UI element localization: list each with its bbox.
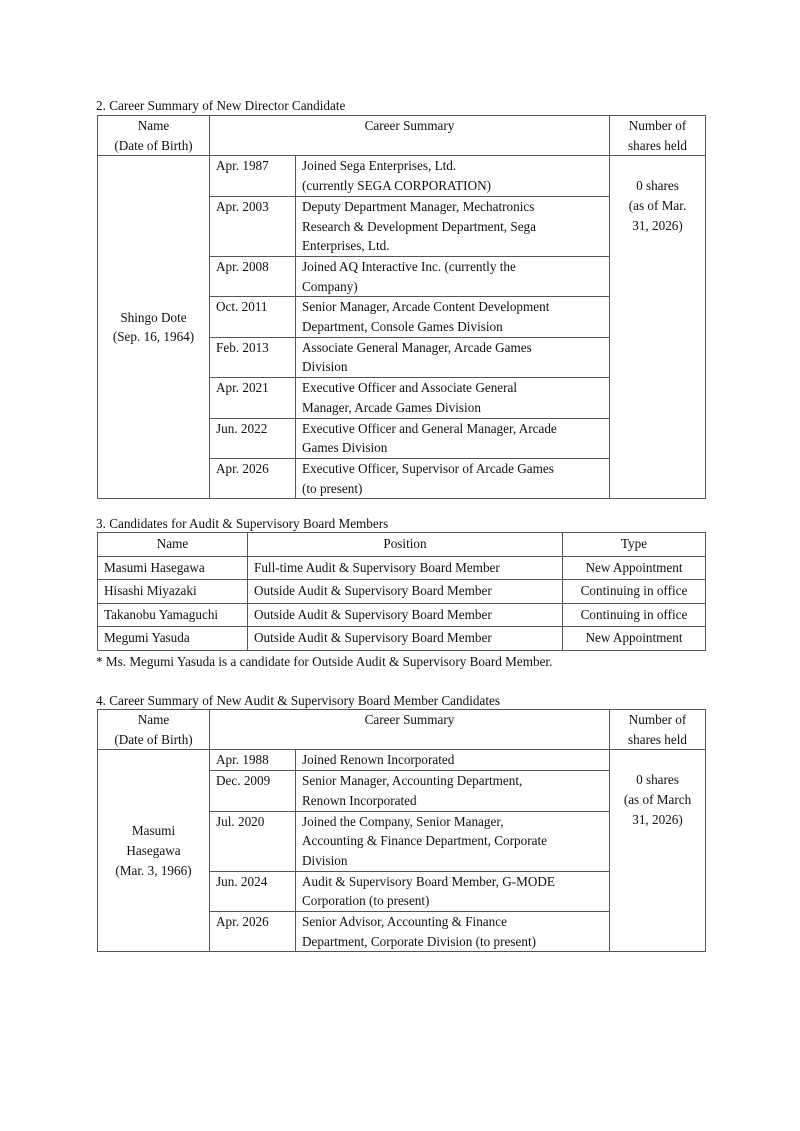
career-description: [296, 912, 610, 952]
career-line: Games Division: [302, 440, 388, 456]
candidate-dob: (Mar. 3, 1966): [115, 862, 192, 878]
section-4-title: 4. Career Summary of New Audit & Supervisory Board Member Candidates: [96, 693, 500, 708]
candidate-row: [98, 556, 706, 580]
audit-candidates-table: [97, 532, 706, 651]
career-line: Research & Development Department, Sega: [302, 218, 536, 234]
shares-shares-line3: 31, 2026): [632, 217, 683, 233]
candidate-position: Full-time Audit & Supervisory Board Member: [248, 556, 563, 580]
career-line: (currently SEGA CORPORATION): [302, 178, 492, 194]
career-date: Oct. 2011: [210, 297, 296, 337]
career-line: Joined Sega Enterprises, Ltd.: [302, 158, 457, 174]
career-date: Jun. 2022: [210, 418, 296, 458]
candidate-name: Masumi Hasegawa: [98, 556, 248, 580]
career-line: Corporation (to present): [302, 893, 430, 909]
footnote: * Ms. Megumi Yasuda is a candidate for Outside Audit & Supervisory Board Member.: [96, 654, 553, 669]
candidate-type: Continuing in office: [563, 603, 706, 627]
shares-shares-line2: (as of Mar.: [628, 198, 687, 214]
career-description: [296, 378, 610, 418]
candidate-name: Takanobu Yamaguchi: [98, 603, 248, 627]
career-description: [296, 871, 610, 911]
shares-held-cell: [610, 156, 706, 499]
candidate-row: [98, 627, 706, 651]
career-date: Jun. 2024: [210, 871, 296, 911]
career-description: [296, 196, 610, 256]
candidate-name-line1: Masumi: [131, 823, 176, 839]
shares-shares-line1: 0 shares: [636, 772, 679, 788]
section-2-title: 2. Career Summary of New Director Candidate: [96, 98, 346, 113]
career-line: Executive Officer and General Manager, Arcade: [302, 420, 557, 436]
candidate-type: New Appointment: [563, 556, 706, 580]
header-dob-label: (Date of Birth): [114, 137, 193, 153]
career-date: Apr. 2021: [210, 378, 296, 418]
candidate-row: [98, 580, 706, 604]
candidate-position: Outside Audit & Supervisory Board Member: [248, 603, 563, 627]
career-line: Senior Advisor, Accounting & Finance: [302, 914, 507, 930]
career-date: Jul. 2020: [210, 811, 296, 871]
career-description: [296, 156, 610, 196]
career-line: Division: [302, 852, 348, 868]
table-header-row: [98, 710, 706, 750]
header-shares-line1: Number of: [628, 118, 687, 133]
header-type: Type: [563, 533, 706, 557]
career-description: [296, 256, 610, 296]
career-date: Apr. 1987: [210, 156, 296, 196]
career-description: [296, 337, 610, 377]
table-header-row: [98, 116, 706, 156]
header-name-label: Name: [137, 712, 170, 727]
career-line: Joined AQ Interactive Inc. (currently the: [302, 258, 516, 274]
header-shares-line2: shares held: [628, 137, 687, 153]
candidate-type: Continuing in office: [563, 580, 706, 604]
header-position: Position: [248, 533, 563, 557]
career-line: Enterprises, Ltd.: [302, 238, 390, 254]
table-header-row: [98, 533, 706, 557]
career-date: Apr. 2026: [210, 458, 296, 498]
header-career: Career Summary: [210, 710, 610, 750]
career-description: [296, 458, 610, 498]
header-name: Name: [98, 533, 248, 557]
header-name: [98, 116, 210, 156]
candidate-name: Megumi Yasuda: [98, 627, 248, 651]
career-date: Apr. 2003: [210, 196, 296, 256]
header-dob-label: (Date of Birth): [114, 731, 193, 747]
candidate-position: Outside Audit & Supervisory Board Member: [248, 627, 563, 651]
career-line: Department, Console Games Division: [302, 319, 503, 335]
header-name-label: Name: [137, 118, 170, 133]
career-row: [98, 156, 706, 196]
candidate-name-cell: [98, 750, 210, 952]
career-line: (to present): [302, 480, 363, 496]
career-line: Manager, Arcade Games Division: [302, 399, 481, 415]
career-description: [296, 811, 610, 871]
shares-shares-line2: (as of March: [623, 792, 692, 808]
section-3-title: 3. Candidates for Audit & Supervisory Board Members: [96, 516, 389, 531]
header-shares-line2: shares held: [628, 731, 687, 747]
career-line: Senior Manager, Accounting Department,: [302, 773, 523, 789]
career-line: Accounting & Finance Department, Corporate: [302, 833, 547, 849]
career-line: Division: [302, 359, 348, 375]
candidate-position: Outside Audit & Supervisory Board Member: [248, 580, 563, 604]
career-line: Company): [302, 278, 358, 294]
career-date: Apr. 1988: [210, 750, 296, 771]
career-line: Joined Renown Incorporated: [302, 752, 455, 768]
audit-career-table: [97, 709, 706, 952]
career-date: Dec. 2009: [210, 771, 296, 811]
shares-shares-line1: 0 shares: [636, 178, 679, 194]
career-line: Department, Corporate Division (to present): [302, 933, 537, 949]
shares-shares-line3: 31, 2026): [632, 811, 683, 827]
career-line: Renown Incorporated: [302, 792, 417, 808]
candidate-name: Shingo Dote: [120, 309, 187, 325]
career-row: [98, 750, 706, 771]
career-description: [296, 771, 610, 811]
candidate-dob: (Sep. 16, 1964): [112, 329, 195, 345]
candidate-name-cell: [98, 156, 210, 499]
career-description: [296, 297, 610, 337]
candidate-type: New Appointment: [563, 627, 706, 651]
candidate-name-line2: Hasegawa: [126, 843, 181, 859]
candidate-row: [98, 603, 706, 627]
career-description: [296, 418, 610, 458]
career-line: Senior Manager, Arcade Content Development: [302, 299, 550, 315]
career-description: [296, 750, 610, 771]
candidate-name: Hisashi Miyazaki: [98, 580, 248, 604]
header-shares-line1: Number of: [628, 712, 687, 727]
career-date: Apr. 2008: [210, 256, 296, 296]
career-date: Apr. 2026: [210, 912, 296, 952]
header-name: [98, 710, 210, 750]
career-line: Executive Officer and Associate General: [302, 380, 518, 396]
career-line: Audit & Supervisory Board Member, G-MODE: [302, 873, 555, 889]
director-career-table: [97, 115, 706, 499]
career-line: Deputy Department Manager, Mechatronics: [302, 198, 535, 214]
career-date: Feb. 2013: [210, 337, 296, 377]
career-line: Associate General Manager, Arcade Games: [302, 339, 532, 355]
header-career: Career Summary: [210, 116, 610, 156]
header-shares: [610, 710, 706, 750]
header-shares: [610, 116, 706, 156]
shares-held-cell: [610, 750, 706, 952]
career-line: Executive Officer, Supervisor of Arcade Games: [302, 460, 554, 476]
career-line: Joined the Company, Senior Manager,: [302, 813, 504, 829]
